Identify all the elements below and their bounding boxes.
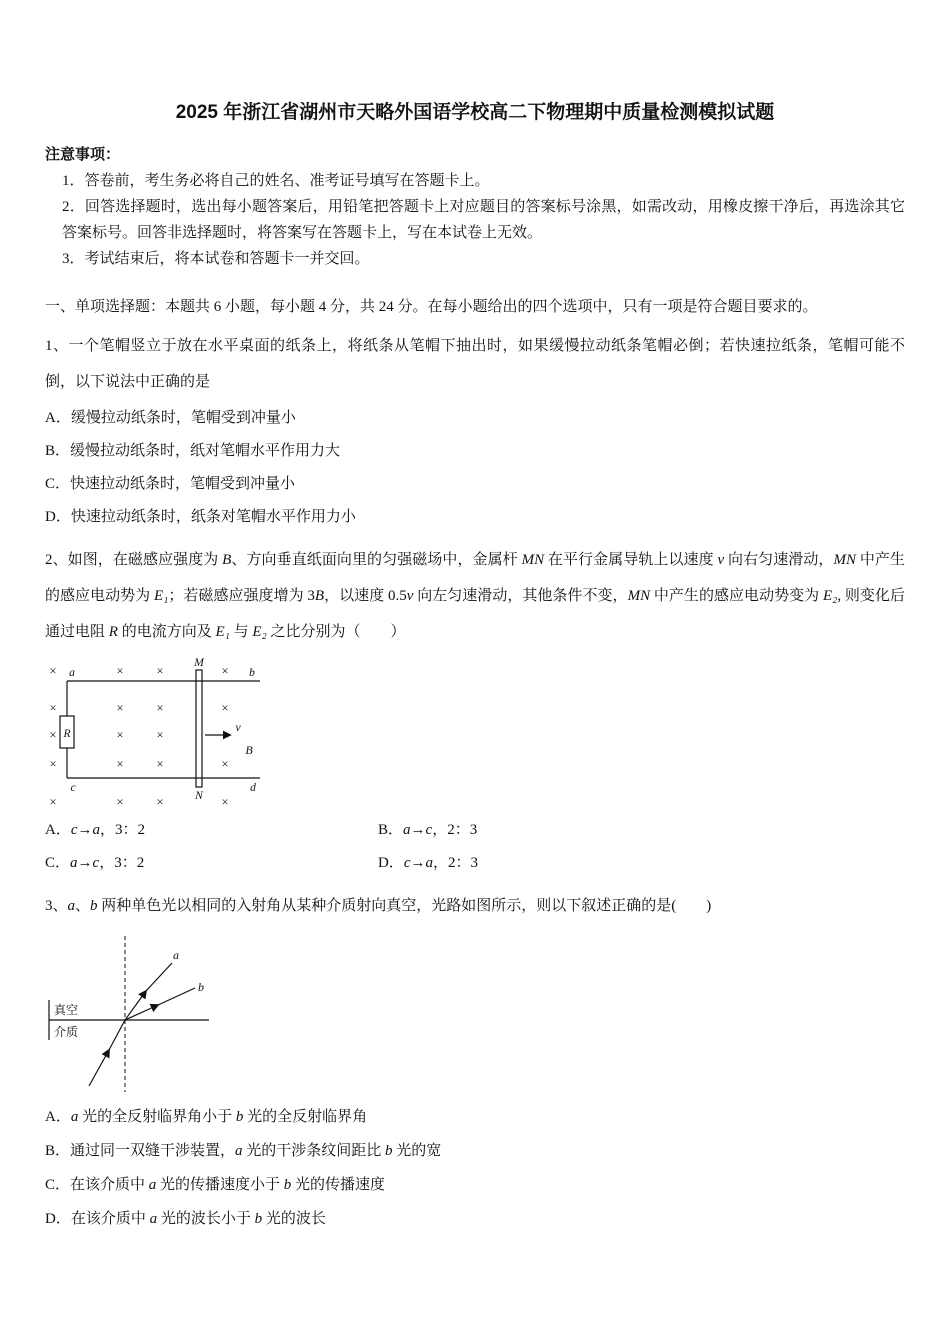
label-vacuum: 真空 — [54, 1003, 79, 1017]
section-heading: 一、单项选择题：本题共 6 小题，每小题 4 分，共 24 分。在每小题给出的四个选项中，只有一项是符合题目要求的。 — [45, 299, 818, 315]
field-cross-icon: × — [116, 795, 124, 809]
refraction-diagram — [45, 930, 905, 1098]
question-3-option-a: A．a 光的全反射临界角小于 b 光的全反射临界角 — [45, 1109, 368, 1125]
field-cross-icon: × — [156, 664, 164, 678]
label-ray-b: b — [198, 980, 204, 994]
field-cross-icon: × — [49, 664, 57, 678]
question-1-options — [45, 402, 905, 534]
circuit-diagram-svg — [45, 656, 263, 810]
field-cross-icon: × — [221, 757, 229, 771]
question-2-option-c: C．a→c，3：2 — [45, 855, 145, 871]
page-title: 2025 年浙江省湖州市天略外国语学校高二下物理期中质量检测模拟试题 — [175, 102, 775, 123]
question-1-option-c: C．快速拉动纸条时，笔帽受到冲量小 — [45, 476, 296, 492]
incident-ray — [89, 1050, 109, 1086]
field-cross-icon: × — [156, 757, 164, 771]
label-c: c — [70, 782, 76, 794]
field-cross-icon: × — [116, 757, 124, 771]
question-2-options — [45, 814, 905, 880]
refraction-diagram-svg — [45, 930, 223, 1098]
rod-MN — [196, 670, 202, 787]
field-cross-icon: × — [116, 701, 124, 715]
notice-item-3: 3．考试结束后，将本试卷和答题卡一并交回。 — [62, 251, 370, 267]
label-R: R — [63, 728, 71, 740]
field-cross-icon: × — [221, 795, 229, 809]
question-2-option-d: D．c→a，2：3 — [378, 855, 479, 871]
field-cross-icon: × — [221, 664, 229, 678]
label-B: B — [245, 743, 253, 757]
field-cross-icon: × — [156, 728, 164, 742]
label-b: b — [249, 667, 255, 679]
circuit-diagram — [45, 656, 905, 810]
question-2-option-b: B．a→c，2：3 — [378, 822, 478, 838]
notice-section — [45, 142, 905, 272]
incident-ray — [109, 1020, 125, 1050]
label-v: v — [235, 720, 241, 734]
question-3-option-b: B．通过同一双缝干涉装置，a 光的干涉条纹间距比 b 光的宽 — [45, 1143, 442, 1159]
notice-item-2: 2．回答选择题时，选出每小题答案后，用铅笔把答题卡上对应题目的答案标号涂黑，如需改动，用橡皮擦干净后，再选涂其它答案标号。回答非选择题时，将答案写在答题卡上，写在本试卷上无效。 — [62, 199, 905, 241]
label-d: d — [250, 782, 256, 794]
question-2-option-a: A．c→a，3：2 — [45, 822, 146, 838]
label-N: N — [195, 790, 203, 802]
question-3-option-d: D．在该介质中 a 光的波长小于 b 光的波长 — [45, 1211, 326, 1227]
notice-heading: 注意事项： — [45, 147, 121, 163]
question-1-option-a: A．缓慢拉动纸条时，笔帽受到冲量小 — [45, 410, 296, 426]
field-cross-icon: × — [49, 757, 57, 771]
question-2-stem: 2、如图，在磁感应强度为 B、方向垂直纸面向里的匀强磁场中，金属杆 MN 在平行金属导轨上以速度 v 向右匀速滑动，MN 中产生的感应电动势为 E₁；若磁感应强度增为 3B，以速度 0.5v 向左匀速滑动，其他条件不变，MN 中产生的感应电动势变为 E₂, 则变化后通过电阻 R 的电流方向及 E₁ 与 E₂ 之比分别为（ ） — [45, 552, 905, 640]
question-3-stem: 3、a、b 两种单色光以相同的入射角从某种介质射向真空，光路如图所示，则以下叙述正确的是( ) — [45, 898, 712, 914]
field-cross-icon: × — [116, 728, 124, 742]
field-cross-icon: × — [49, 728, 57, 742]
field-cross-icon: × — [116, 664, 124, 678]
question-1-option-d: D．快速拉动纸条时，纸条对笔帽水平作用力小 — [45, 509, 356, 525]
question-2 — [45, 542, 905, 880]
question-3-option-c: C．在该介质中 a 光的传播速度小于 b 光的传播速度 — [45, 1177, 386, 1193]
label-medium: 介质 — [54, 1025, 79, 1039]
question-1-stem: 1、一个笔帽竖立于放在水平桌面的纸条上，将纸条从笔帽下抽出时，如果缓慢拉动纸条笔帽必倒；若快速拉纸条，笔帽可能不倒，以下说法中正确的是 — [45, 338, 905, 390]
field-cross-icon: × — [49, 701, 57, 715]
question-3-options — [45, 1100, 905, 1236]
label-M: M — [194, 657, 204, 669]
refracted-ray-a — [146, 963, 172, 991]
refracted-ray-b — [158, 988, 195, 1005]
field-cross-icon: × — [221, 701, 229, 715]
field-cross-icon: × — [156, 795, 164, 809]
notice-item-1: 1．答卷前，考生务必将自己的姓名、准考证号填写在答题卡上。 — [62, 173, 490, 189]
question-3 — [45, 888, 905, 1236]
field-cross-icon: × — [156, 701, 164, 715]
question-1-option-b: B．缓慢拉动纸条时，纸对笔帽水平作用力大 — [45, 443, 341, 459]
question-1 — [45, 328, 905, 534]
label-ray-a: a — [173, 948, 179, 962]
label-a: a — [69, 667, 75, 679]
field-cross-icon: × — [49, 795, 57, 809]
